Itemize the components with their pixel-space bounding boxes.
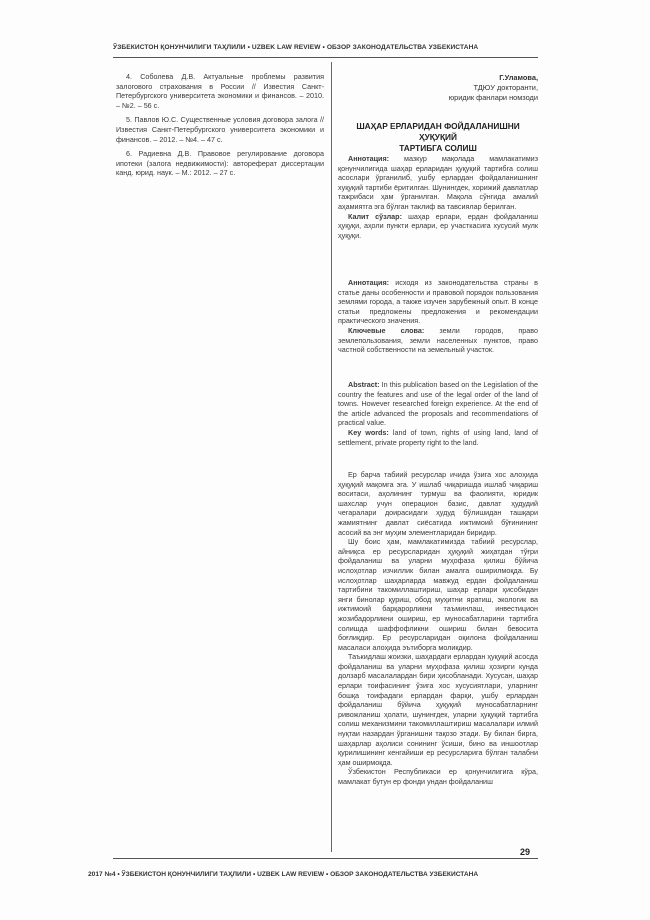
- abstract-label: Abstract:: [348, 380, 380, 389]
- author-block: [449, 73, 538, 103]
- author-position: ТДЮУ докторанти,: [473, 83, 538, 92]
- reference-item: 6. Радиевна Д.В. Правовое регулирование договора ипотеки (залога недвижимости): автореферат диссертации канд. юрид. наук. – М.: 2012. – 27 с.: [116, 149, 324, 178]
- abstract-en: [338, 380, 538, 447]
- column-divider: [331, 62, 332, 852]
- body-paragraph: Ўзбекистон Республикаси ер қонунчилигига кўра, мамлакат бутун ер фонди ундан фойдаланиш: [338, 767, 538, 786]
- running-foot: 2017 №4 • ЎЗБЕКИСТОН ҚОНУНЧИЛИГИ ТАҲЛИЛИ • UZBEK LAW REVIEW • ОБЗОР ЗАКОНОДАТЕЛЬСТВА УЗБЕКИСТАНА: [88, 871, 479, 878]
- running-head: ЎЗБЕКИСТОН ҚОНУНЧИЛИГИ ТАҲЛИЛИ • UZBEK LAW REVIEW • ОБЗОР ЗАКОНОДАТЕЛЬСТВА УЗБЕКИСТАНА: [113, 44, 479, 51]
- annotation-ru-label: Аннотация:: [348, 278, 390, 287]
- page-number: 29: [520, 847, 531, 857]
- body-paragraph: Шу боис ҳам, мамлакатимизда табиий ресурслар, айниқса ер ресурсларидан ҳуқуқий жиҳатдан тўғри фойдаланиш ва уларни муҳофаза қилиш бўйича ислоҳотлар изчиллик билан амалга оширилмоқда. Бу ислоҳотлар шаҳарларда мавжуд ердан фойдаланиш тартибини такомиллаштириш, шаҳар ерлари ҳисобидан янги бинолар қуриш, обод муҳитни яратиш, экологик ва ижтимоий барқарорликни таъминлаш, инвестицион жозибадорликни ошириш, ер муносабатларини тартибга солишда шаффофликни ошириш билан бевосита боғлиқдир. Ер ресурсларидан оқилона фойдаланиш масаласи алоҳида эътиборга моликдир.: [338, 537, 538, 652]
- annotation-uz: [338, 154, 538, 240]
- keywords-en-label: Key words:: [348, 427, 389, 437]
- footer-rule: [113, 858, 538, 859]
- keywords-ru-label: Ключевые слова:: [348, 325, 425, 335]
- annotation-uz-text: мазкур мақолада мамлакатимиз қонунчилигида шаҳар ерларидан ҳуқуқий тартибга солиш асослари ўрганилиб, ушбу ерлардан фойдаланишнинг хуқуқий тартиби ёритилган. Шунингдек, хорижий давлатлар тажрибаси ҳам ўрганилган. Мақола сўнгида амалий аҳамиятга эга бўлган таклиф ва тавсиялар берилган.: [338, 154, 538, 211]
- header-rule: [113, 57, 538, 58]
- reference-item: 5. Павлов Ю.С. Существенные условия договора залога // Известия Санкт-Петербургского университета экономики и финансов. – 2012. – №4. – 47 с.: [116, 115, 324, 144]
- body-paragraph: Ер барча табиий ресурслар ичида ўзига хос алоҳида ҳуқуқий мақомга эга. У ишлаб чиқаришда ишлаб чиқариш воситаси, аҳолининг турмуш ва фаолияти, юридик шахслар учун операцион базис, давлат ҳудудий чегаралари доирасидаги ҳудуд бўлишидан ташқари жамиятнинг давлат сиёсатида ижтимоий бўғинининг асосий ва энг муҳим элементларидан биридир.: [338, 470, 538, 537]
- article-body: [338, 470, 538, 787]
- body-paragraph: Таъкидлаш жоизки, шаҳардаги ерлардан ҳуқуқий асосда фойдаланиш ва уларни муҳофаза қилиш ҳозирги кунда долзарб масалалардан бири ҳисобланади. Хусусан, шаҳар ерлари тоифасининг ўзига хос хусусиятлари, уларнинг бошқа тоифадаги ерлардан фарқи, ушбу ерлардан фойдаланиш бўйича ҳуқуқий муносабатларнинг ривожланиш ҳолати, шунингдек, уларни ҳуқуқий тартибга солиш механизмини такомиллаштириш масалалари илмий нуқтаи назардан ўрганишни тақозо этади. Бу билан бирга, шаҳарлар аҳолиси сонининг ўсиши, бино ва иншоотлар қурилишининг кенгайиши ер ресурсларига бўлган талабни ҳам оширмоқда.: [338, 652, 538, 767]
- article-title-line: ТАРТИБГА СОЛИШ: [399, 143, 477, 153]
- abstract-text: In this publication based on the Legislation of the country the features and use of the legal order of the land of towns. However researched foreign experience. At the end of the article advanced the proposals and recommendations of practical value.: [338, 380, 538, 428]
- keywords-uz-label: Калит сўзлар:: [348, 211, 402, 221]
- author-name: Г.Уламова,: [499, 73, 538, 82]
- keywords-en-text: land of town, rights of using land, land of settlement, private property right to the land.: [338, 427, 538, 447]
- annotation-ru: [338, 278, 538, 355]
- keywords-ru-text: земли городов, право землепользования, земли населенных пунктов, право частной собственности на земельный участок.: [338, 325, 538, 355]
- references-list: [116, 72, 324, 183]
- reference-item: 4. Соболева Д.В. Актуальные проблемы развития залогового страхования в России // Известия Санкт-Петербургского университета экономики и финансов. – 2010. – №2. – 56 с.: [116, 72, 324, 110]
- author-degree: юридик фанлари номзоди: [448, 93, 538, 102]
- annotation-ru-text: исходя из законодательства страны в статье даны особенности и правовой порядок пользования землями города, а также изучен зарубежный опыт. В конце статьи предложены предложения и рекомендации практического значения.: [338, 278, 538, 326]
- annotation-uz-label: Аннотация:: [348, 154, 390, 163]
- keywords-uz-text: шаҳар ерлари, ердан фойдаланиш ҳуқуқи, аҳоли пункти ерлари, ер участкасига хусусий мулк ҳуқуқи.: [338, 211, 538, 240]
- article-title: [338, 121, 538, 154]
- article-title-line: ШАҲАР ЕРЛАРИДАН ФОЙДАЛАНИШНИ ҲУҚУҚИЙ: [356, 121, 520, 142]
